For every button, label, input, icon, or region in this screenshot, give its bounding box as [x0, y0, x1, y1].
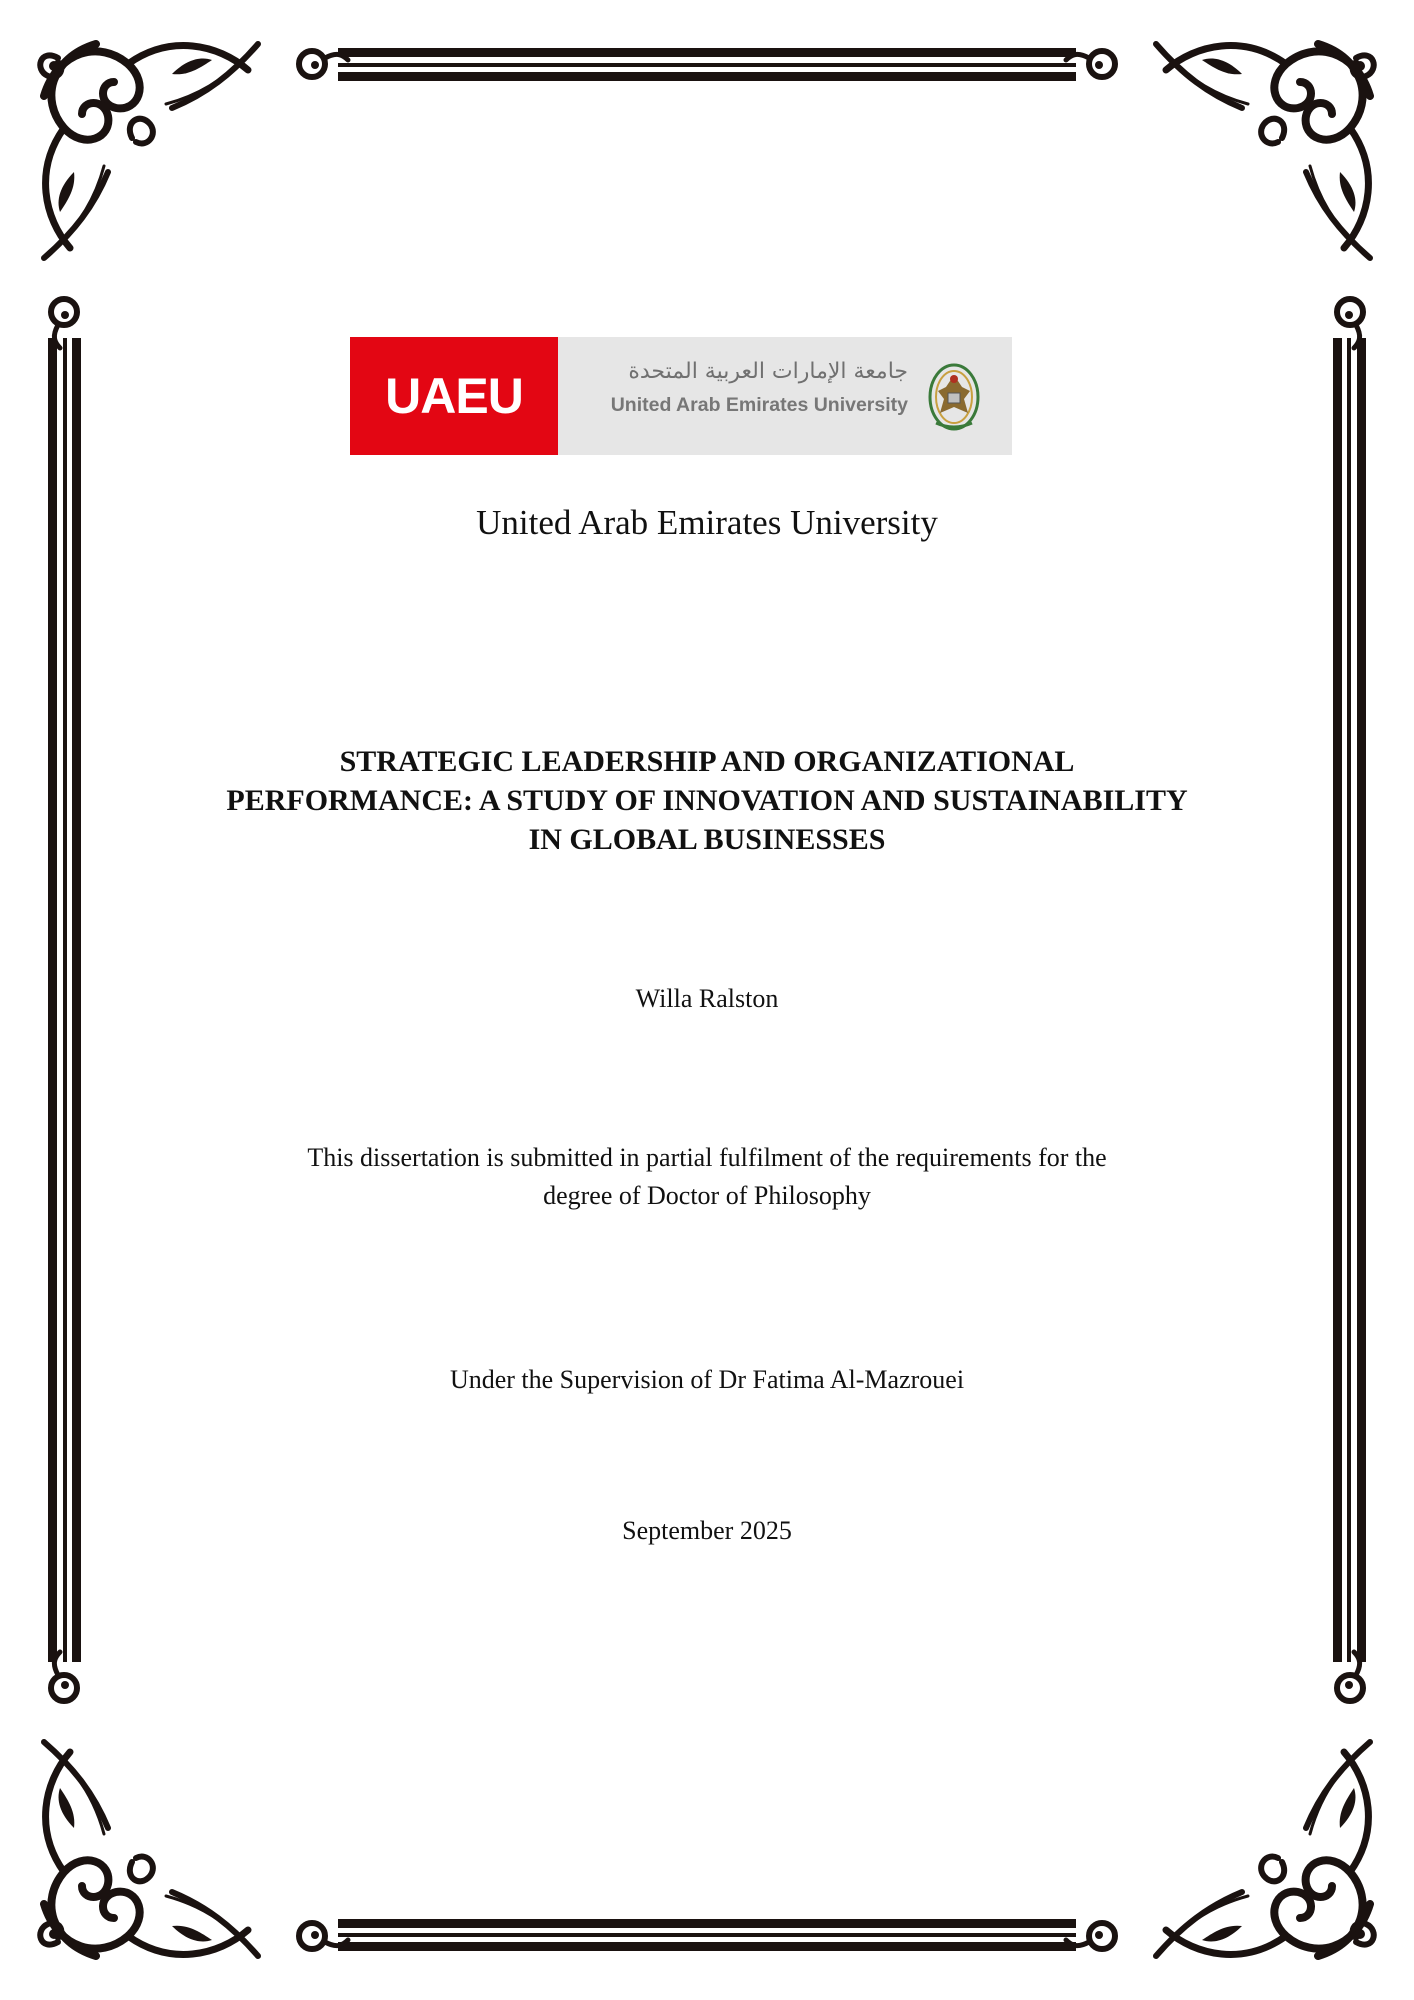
statement-line: This dissertation is submitted in partial fulfilment of the requirements for the — [307, 1143, 1107, 1172]
logo-mark-panel — [350, 337, 558, 455]
falcon-emblem-icon — [926, 357, 982, 435]
university-name: United Arab Emirates University — [476, 503, 938, 542]
logo-name-panel — [558, 337, 1012, 455]
title-line: PERFORMANCE: A STUDY OF INNOVATION AND SUSTAINABILITY — [226, 784, 1188, 817]
author-name: Willa Ralston — [635, 984, 779, 1013]
title-line: STRATEGIC LEADERSHIP AND ORGANIZATIONAL — [339, 745, 1075, 778]
submission-date: September 2025 — [622, 1516, 792, 1545]
submission-statement — [0, 1139, 1414, 1215]
university-logo — [350, 337, 1012, 455]
title-line: IN GLOBAL BUSINESSES — [528, 823, 886, 856]
supervisor-line: Under the Supervision of Dr Fatima Al-Mazrouei — [449, 1365, 965, 1394]
dissertation-title — [0, 742, 1414, 859]
logo-arabic-name: جامعة الإمارات العربية المتحدة — [628, 359, 908, 384]
statement-line: degree of Doctor of Philosophy — [543, 1181, 871, 1210]
logo-english-name: United Arab Emirates University — [610, 394, 908, 416]
logo-mark: UAEU — [385, 368, 523, 424]
